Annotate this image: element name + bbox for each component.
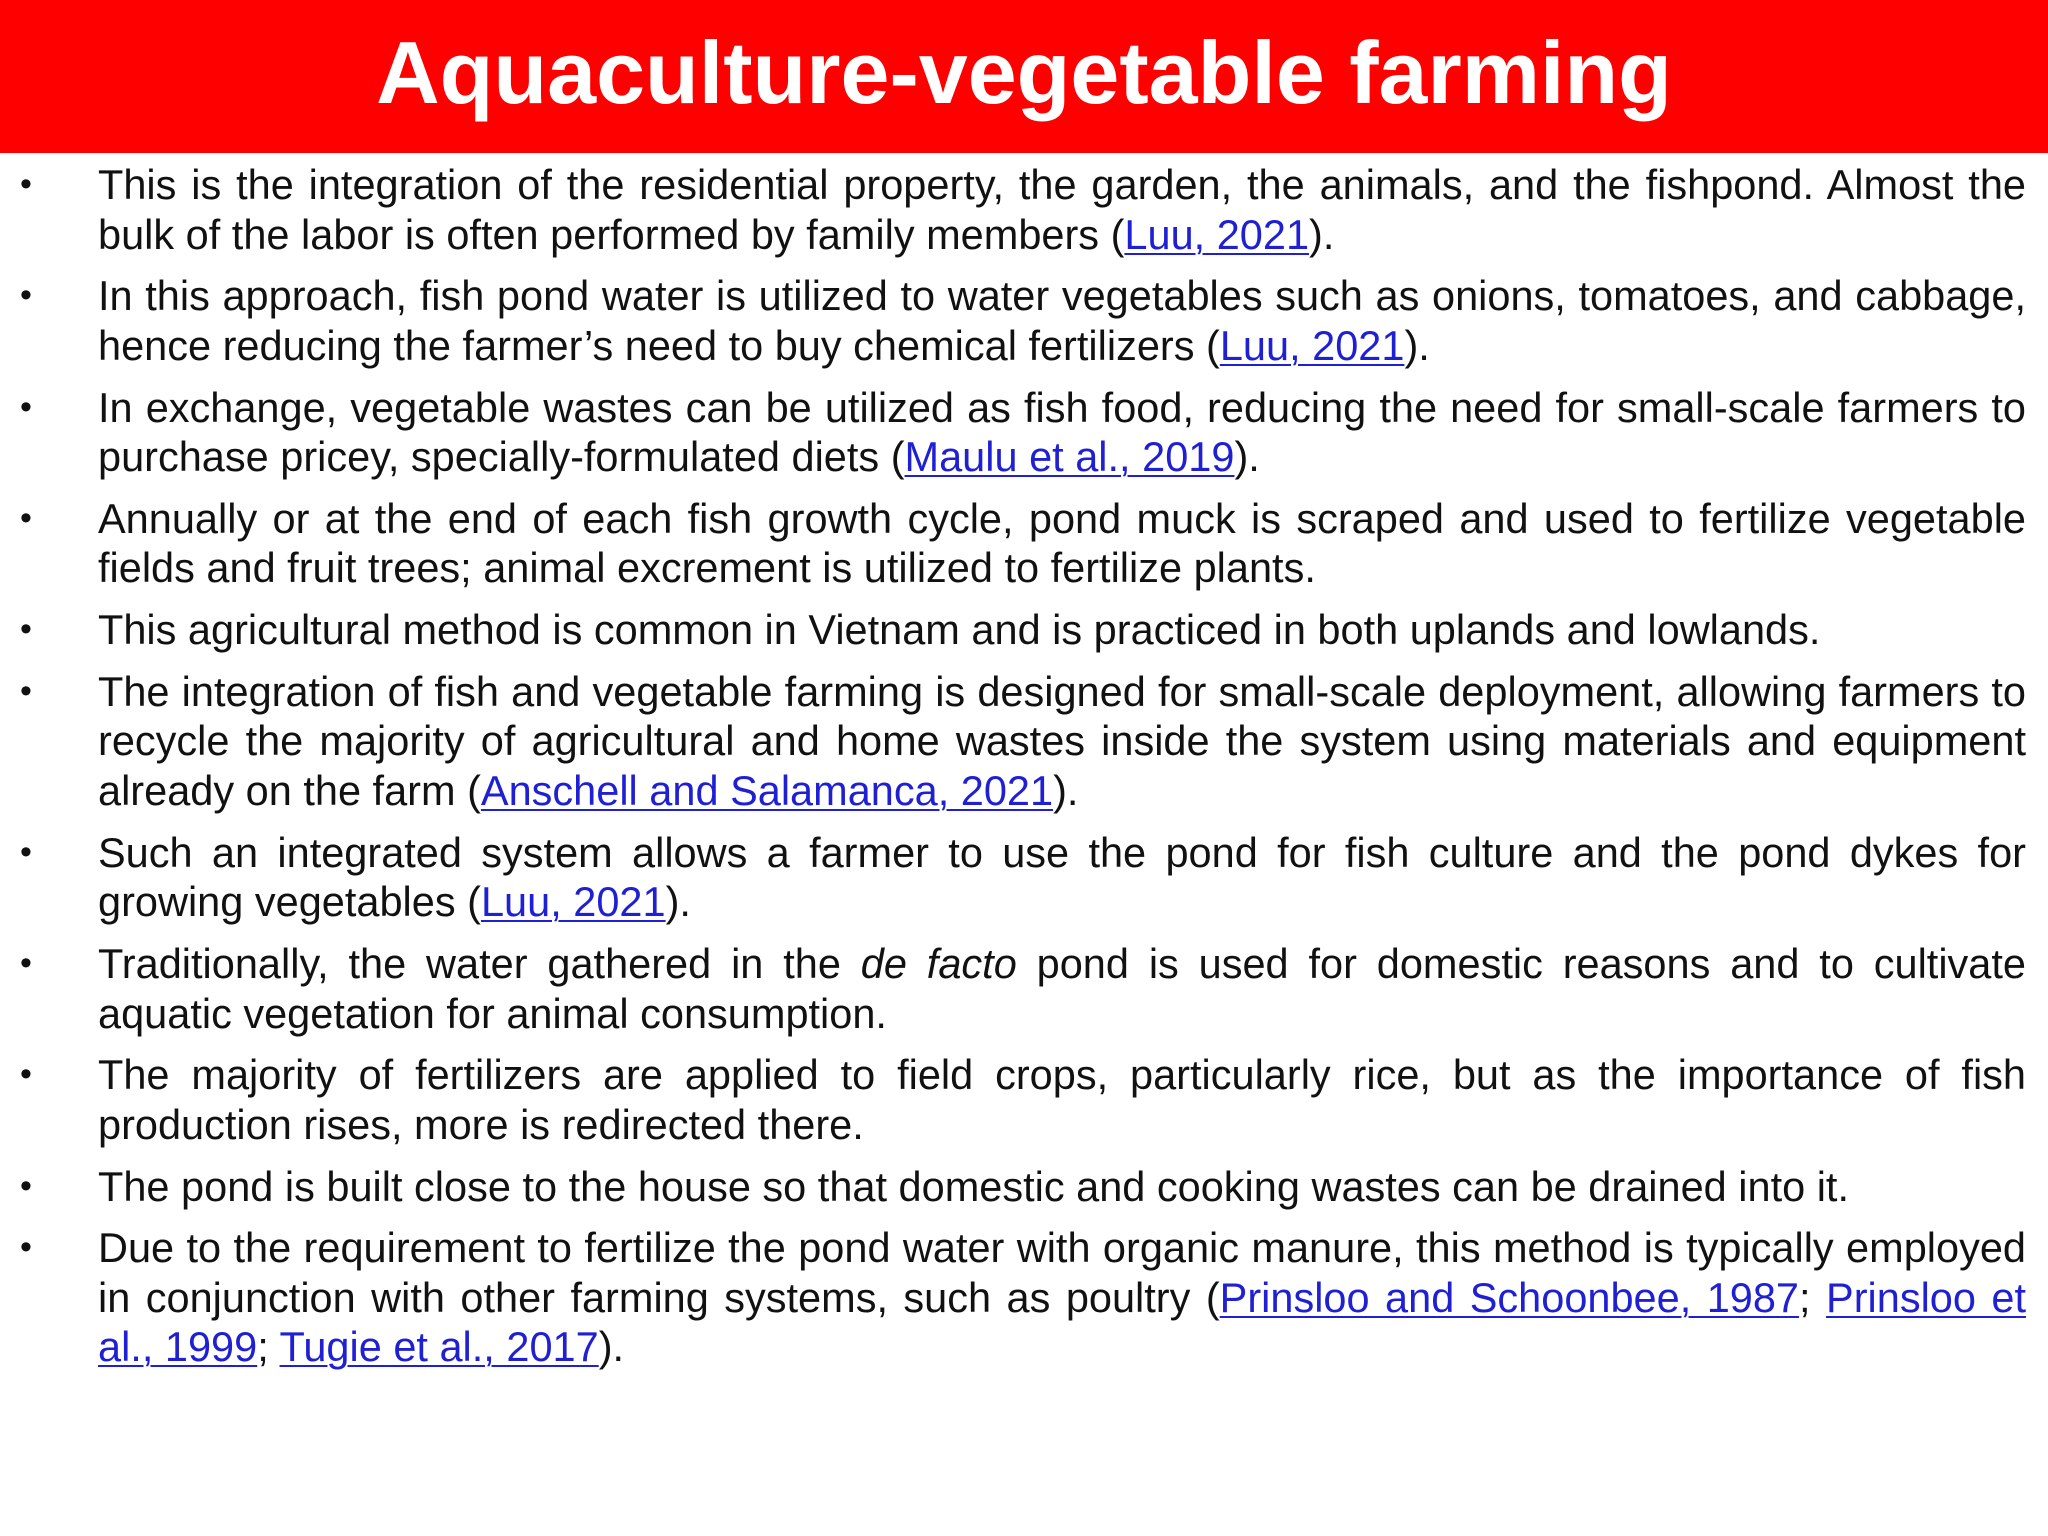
citation-link[interactable]: Luu, 2021 bbox=[1219, 321, 1405, 369]
bullet-text: In this approach, fish pond water is utilized to water vegetables such as onions, tomatoes, and cabbage, hence reducing the farmer’s need to buy chemical fertilizers ( bbox=[98, 272, 2026, 369]
citation-link[interactable]: Anschell and Salamanca, 2021 bbox=[480, 766, 1054, 814]
bullet-dot-icon: • bbox=[20, 671, 32, 710]
bullet-item-pond-water bbox=[0, 271, 2048, 370]
bullet-text: This agricultural method is common in Vietnam and is practiced in both uplands and lowlands. bbox=[98, 606, 1821, 654]
citation-separator: ; bbox=[257, 1323, 280, 1371]
bullet-text: Annually or at the end of each fish growth cycle, pond muck is scraped and used to fertilize vegetable fields and fruit trees; animal excrement is utilized to fertilize plants. bbox=[98, 494, 2026, 592]
bullet-dot-icon: • bbox=[20, 610, 32, 649]
bullet-text-end: ). bbox=[1053, 766, 1079, 814]
bullet-dot-icon: • bbox=[20, 1166, 32, 1205]
citation-separator: ; bbox=[1799, 1273, 1827, 1321]
bullet-dot-icon: • bbox=[20, 276, 32, 315]
bullet-item-fertilizers bbox=[0, 1050, 2048, 1149]
bullet-text-end: ). bbox=[1234, 433, 1260, 481]
bullet-text: The integration of fish and vegetable farming is designed for small-scale deployment, allowing farmers to recycle the majority of agricultural and home wastes inside the system using materials and equipment already on the farm ( bbox=[98, 667, 2026, 814]
bullet-text-end: ). bbox=[598, 1323, 625, 1371]
slide-title: Aquaculture-vegetable farming bbox=[376, 22, 1672, 122]
bullet-text: In exchange, vegetable wastes can be utilized as fish food, reducing the need for small-scale farmers to purchase pricey, specially-formulated diets ( bbox=[98, 383, 2026, 481]
italic-term: de facto bbox=[860, 940, 1017, 988]
bullet-text-end: ). bbox=[1309, 210, 1335, 258]
bullet-item-integration bbox=[0, 160, 2048, 259]
bullet-text: The majority of fertilizers are applied to field crops, particularly rice, but as the importance of fish production rises, more is redirected there. bbox=[98, 1051, 2026, 1148]
bullet-text-cont: pond is used for domestic reasons and to cultivate aquatic vegetation for animal consumption. bbox=[98, 940, 2026, 1037]
bullet-item-organic-manure bbox=[0, 1223, 2048, 1372]
bullet-item-small-scale bbox=[0, 667, 2048, 816]
bullet-text-end: ). bbox=[1404, 321, 1430, 369]
bullet-dot-icon: • bbox=[20, 165, 32, 203]
citation-link[interactable]: Luu, 2021 bbox=[480, 878, 666, 926]
bullet-text: Traditionally, the water gathered in the bbox=[98, 940, 861, 988]
citation-link[interactable]: Luu, 2021 bbox=[1124, 210, 1310, 258]
bullet-text: This is the integration of the residential property, the garden, the animals, and the fishpond. Almost the bulk of the labor is often performed by family members ( bbox=[98, 161, 2026, 258]
citation-link[interactable]: Prinsloo et al., 1999 bbox=[98, 1273, 2027, 1371]
bullet-text: Due to the requirement to fertilize the pond water with organic manure, this method is typically employed in conjunction with other farming systems, such as poultry ( bbox=[98, 1224, 2026, 1321]
bullet-dot-icon: • bbox=[20, 832, 32, 871]
bullet-dot-icon: • bbox=[20, 498, 32, 537]
title-bar bbox=[0, 0, 2048, 153]
bullet-item-vietnam bbox=[0, 605, 2048, 655]
bullet-item-pond-dykes bbox=[0, 828, 2048, 927]
bullet-text: The pond is built close to the house so that domestic and cooking wastes can be drained into it. bbox=[98, 1162, 1849, 1210]
bullet-item-pond-location bbox=[0, 1162, 2048, 1212]
citation-link[interactable]: Prinsloo and Schoonbee, 1987 bbox=[1219, 1273, 1800, 1321]
bullet-text: Such an integrated system allows a farmer to use the pond for fish culture and the pond dykes for growing vegetables ( bbox=[98, 828, 2026, 926]
bullet-list bbox=[0, 160, 2048, 1372]
bullet-text-end: ). bbox=[665, 878, 691, 926]
citation-link[interactable]: Maulu et al., 2019 bbox=[904, 433, 1235, 481]
slide-body bbox=[0, 160, 2048, 1384]
bullet-dot-icon: • bbox=[20, 1055, 32, 1094]
bullet-item-vegetable-wastes bbox=[0, 383, 2048, 482]
bullet-dot-icon: • bbox=[20, 1228, 32, 1267]
bullet-item-pond-muck bbox=[0, 494, 2048, 593]
bullet-item-traditional bbox=[0, 939, 2048, 1038]
bullet-dot-icon: • bbox=[20, 387, 32, 426]
citation-link[interactable]: Tugie et al., 2017 bbox=[279, 1323, 599, 1371]
bullet-dot-icon: • bbox=[20, 944, 32, 983]
